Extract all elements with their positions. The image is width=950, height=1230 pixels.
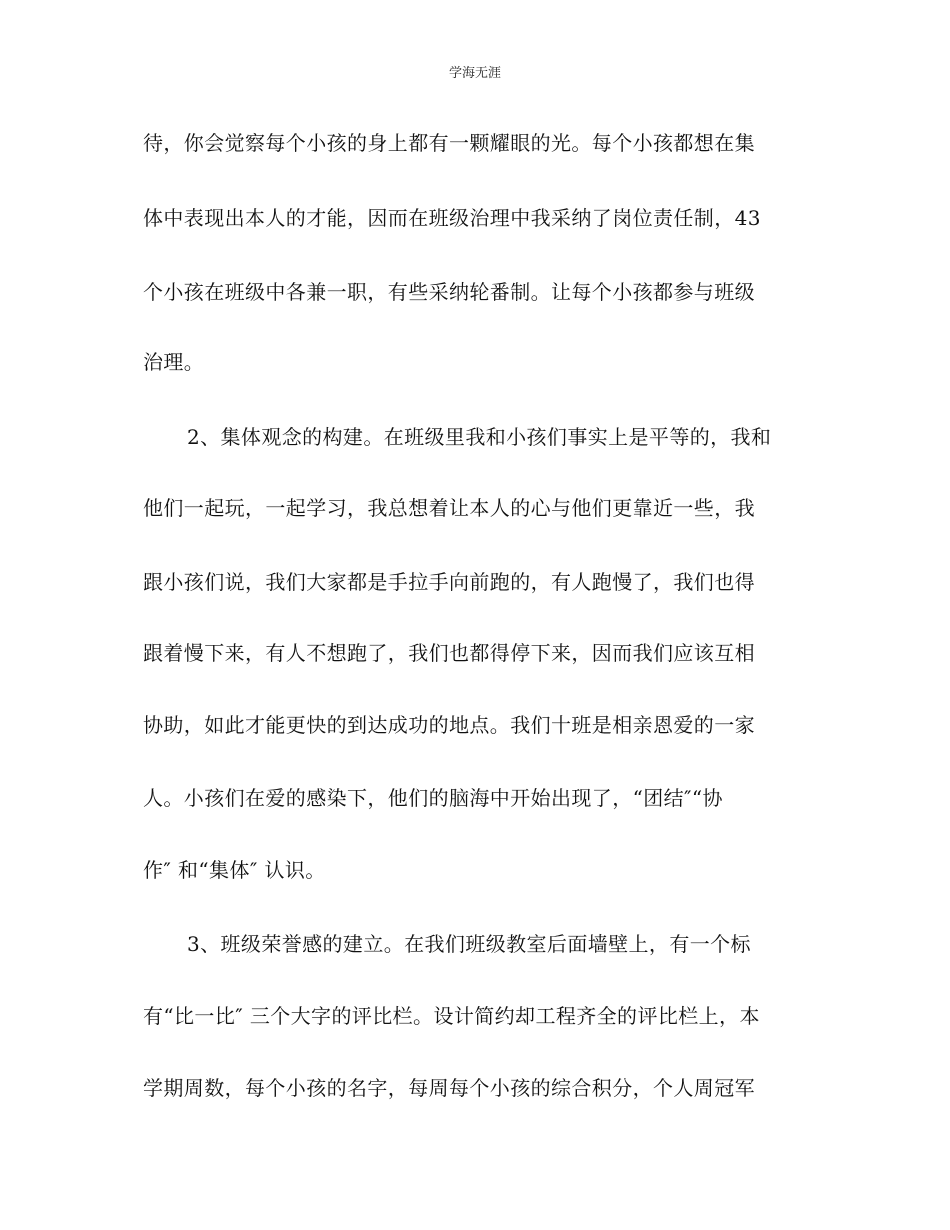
text-line: 2、集体观念的构建。在班级里我和小孩们事实上是平等的，我和: [187, 425, 772, 449]
text-line: 个小孩在班级中各兼一职，有些采纳轮番制。让每个小孩都参与班级: [143, 280, 755, 304]
text-line: 体中表现出本人的才能，因而在班级治理中我采纳了岗位责任制，43: [143, 206, 761, 230]
text-line: 协助，如此才能更快的到达成功的地点。我们十班是相亲恩爱的一家: [143, 713, 755, 737]
text-line: 有“比一比″ 三个大字的评比栏。设计简约却工程齐全的评比栏上，本: [143, 1004, 760, 1028]
text-line: 跟小孩们说，我们大家都是手拉手向前跑的，有人跑慢了，我们也得: [143, 570, 755, 594]
page-header: 学海无涯: [448, 66, 501, 81]
text-line: 待，你会觉察每个小孩的身上都有一颗耀眼的光。每个小孩都想在集: [143, 131, 755, 155]
text-line: 作″ 和“集体″ 认识。: [143, 858, 326, 882]
text-line: 3、班级荣誉感的建立。在我们班级教室后面墙壁上，有一个标: [187, 932, 751, 956]
text-line: 学期周数，每个小孩的名字，每周每个小孩的综合积分，个人周冠军: [143, 1076, 755, 1100]
text-line: 跟着慢下来，有人不想跑了，我们也都得停下来，因而我们应该互相: [143, 641, 755, 665]
text-line: 人。小孩们在爱的感染下，他们的脑海中开始出现了，“团结″“协: [143, 786, 723, 810]
text-line: 他们一起玩，一起学习，我总想着让本人的心与他们更靠近一些，我: [143, 496, 755, 520]
text-line: 治理。: [143, 350, 205, 374]
